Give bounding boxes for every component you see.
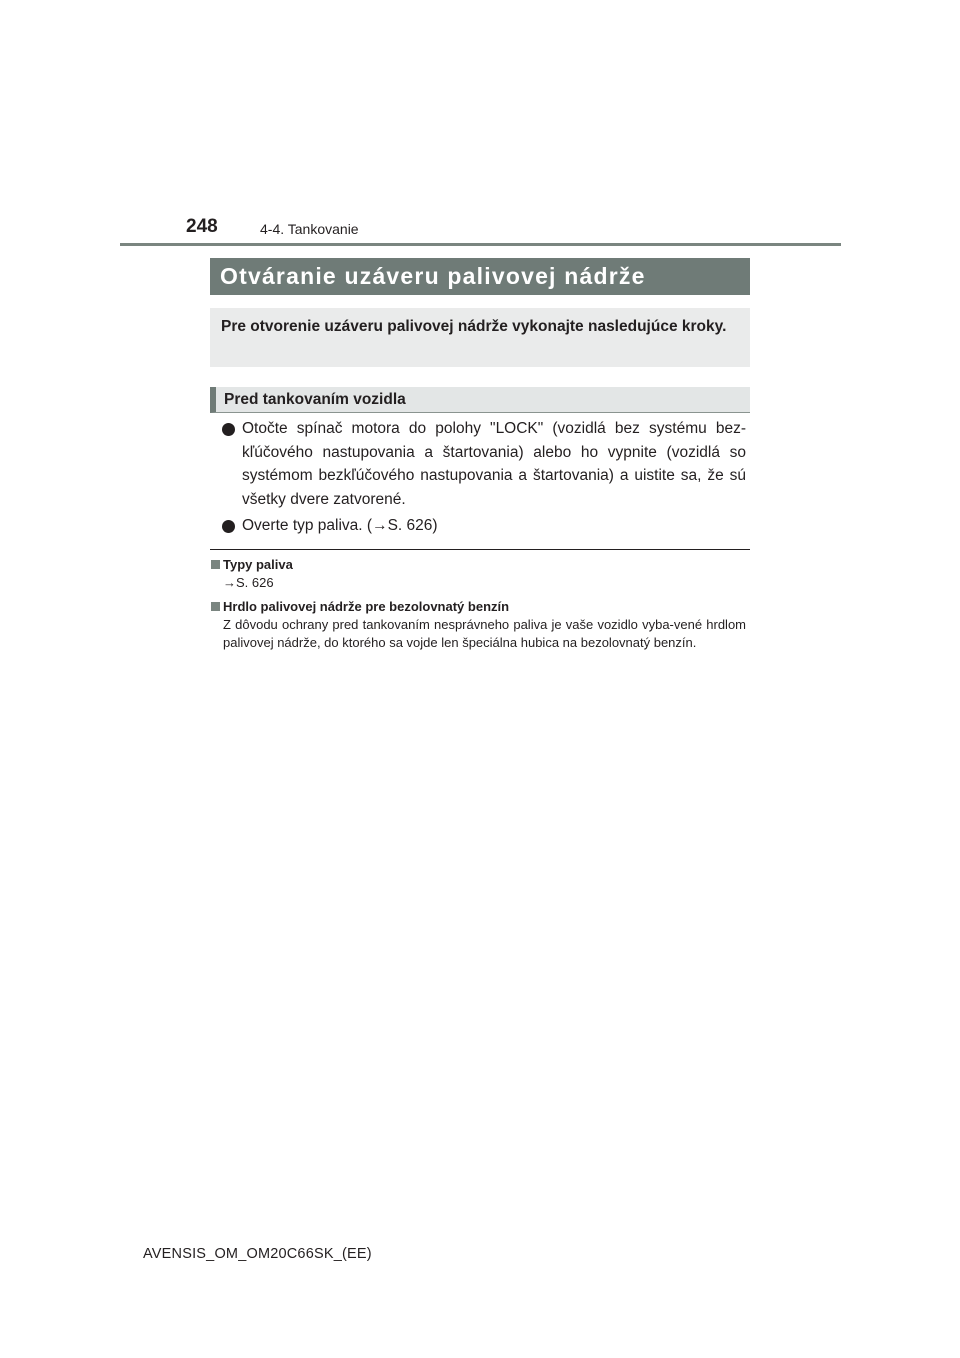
page-title: Otváranie uzáveru palivovej nádrže bbox=[210, 258, 750, 295]
bullet-item bbox=[222, 514, 746, 538]
bullet-list bbox=[222, 417, 746, 539]
note-body: Z dôvodu ochrany pred tankovaním nesprávneho paliva je vaše vozidlo vyba-vené hrdlom palivovej nádrže, do ktorého sa vojde len špeciálna hubica na bezolovnatý benzín. bbox=[223, 617, 746, 650]
note-heading bbox=[210, 556, 746, 574]
note-block bbox=[210, 598, 746, 652]
note-heading bbox=[210, 598, 746, 616]
intro-box: Pre otvorenie uzáveru palivovej nádrže vykonajte nasledujúce kroky. bbox=[210, 308, 750, 367]
subheading: Pred tankovaním vozidla bbox=[210, 387, 750, 413]
note-block bbox=[210, 556, 746, 592]
section-label: 4-4. Tankovanie bbox=[260, 221, 359, 237]
bullet-dot-icon bbox=[222, 423, 235, 436]
bullet-text: Otočte spínač motora do polohy "LOCK" (vozidlá bez systému bez-kľúčového nastupovania a štartovania) alebo ho vypnite (vozidlá so systémom bezkľúčového nastupovania a štartovania) a uistite sa, že sú všetky dvere zatvorené. bbox=[242, 420, 746, 508]
notes-divider bbox=[210, 549, 750, 550]
bullet-item bbox=[222, 417, 746, 511]
note-body: →S. 626 bbox=[223, 575, 274, 590]
page-number: 248 bbox=[186, 216, 218, 237]
square-bullet-icon bbox=[211, 560, 220, 569]
note-heading-text: Hrdlo palivovej nádrže pre bezolovnatý benzín bbox=[223, 599, 510, 614]
square-bullet-icon bbox=[211, 602, 220, 611]
notes-section bbox=[210, 556, 746, 652]
header-rule bbox=[120, 243, 841, 246]
note-heading-text: Typy paliva bbox=[223, 557, 293, 572]
bullet-dot-icon bbox=[222, 520, 235, 533]
bullet-text: Overte typ paliva. (→S. 626) bbox=[242, 517, 438, 534]
footer-doc-id: AVENSIS_OM_OM20C66SK_(EE) bbox=[143, 1246, 372, 1262]
